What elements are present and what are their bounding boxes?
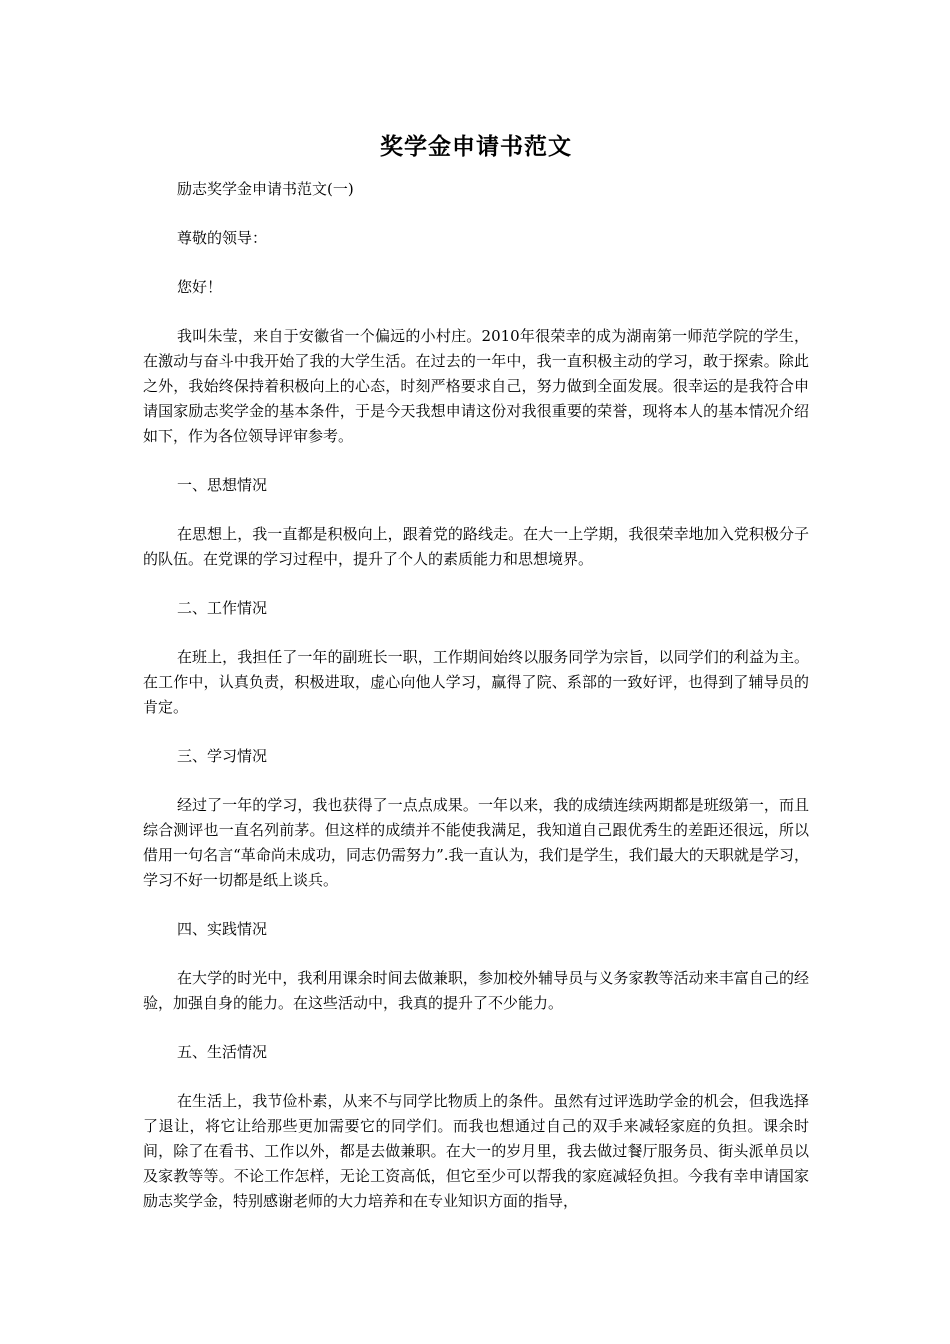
section-paragraph-practice: 在大学的时光中，我利用课余时间去做兼职，参加校外辅导员与义务家教等活动来丰富自己的经验，加强自身的能力。在这些活动中，我真的提升了不少能力。 [143, 969, 809, 1012]
section-heading-thought: 一、思想情况 [177, 476, 268, 494]
document-body [143, 131, 809, 1238]
document-title: 奖学金申请书范文 [380, 133, 572, 160]
greeting: 您好！ [177, 278, 223, 296]
section-paragraph-work: 在班上，我担任了一年的副班长一职，工作期间始终以服务同学为宗旨，以同学们的利益为主。在工作中，认真负责，积极进取，虚心向他人学习，赢得了院、系部的一致好评，也得到了辅导员的肯定。 [143, 648, 809, 716]
section-paragraph-thought: 在思想上，我一直都是积极向上，跟着党的路线走。在大一上学期，我很荣幸地加入党积极分子的队伍。在党课的学习过程中，提升了个人的素质能力和思想境界。 [143, 525, 809, 568]
intro-paragraph: 我叫朱莹，来自于安徽省一个偏远的小村庄。2010年很荣幸的成为湖南第一师范学院的学生，在激动与奋斗中我开始了我的大学生活。在过去的一年中，我一直积极主动的学习，敢于探索。除此之外，我始终保持着积极向上的心态，时刻严格要求自己，努力做到全面发展。很幸运的是我符合申请国家励志奖学金的基本条件，于是今天我想申请这份对我很重要的荣誉，现将本人的基本情况介绍如下，作为各位领导评审参考。 [143, 327, 809, 445]
document-subtitle: 励志奖学金申请书范文(一) [177, 180, 354, 198]
section-paragraph-life: 在生活上，我节俭朴素，从来不与同学比物质上的条件。虽然有过评选助学金的机会，但我选择了退让，将它让给那些更加需要它的同学们。而我也想通过自己的双手来减轻家庭的负担。课余时间，除了在看书、工作以外，都是去做兼职。在大一的岁月里，我去做过餐厅服务员、街头派单员以及家教等等。不论工作怎样，无论工资高低，但它至少可以帮我的家庭减轻负担。今我有幸申请国家励志奖学金，特别感谢老师的大力培养和在专业知识方面的指导， [143, 1092, 809, 1210]
section-paragraph-study: 经过了一年的学习，我也获得了一点点成果。一年以来，我的成绩连续两期都是班级第一，而且综合测评也一直名列前茅。但这样的成绩并不能使我满足，我知道自己跟优秀生的差距还很远，所以借用一句名言“革命尚未成功，同志仍需努力”.我一直认为，我们是学生，我们最大的天职就是学习，学习不好一切都是纸上谈兵。 [143, 796, 809, 889]
section-heading-work: 二、工作情况 [177, 599, 268, 617]
salutation: 尊敬的领导： [177, 229, 268, 247]
section-heading-life: 五、生活情况 [177, 1043, 268, 1061]
section-heading-study: 三、学习情况 [177, 747, 268, 765]
section-heading-practice: 四、实践情况 [177, 920, 268, 938]
